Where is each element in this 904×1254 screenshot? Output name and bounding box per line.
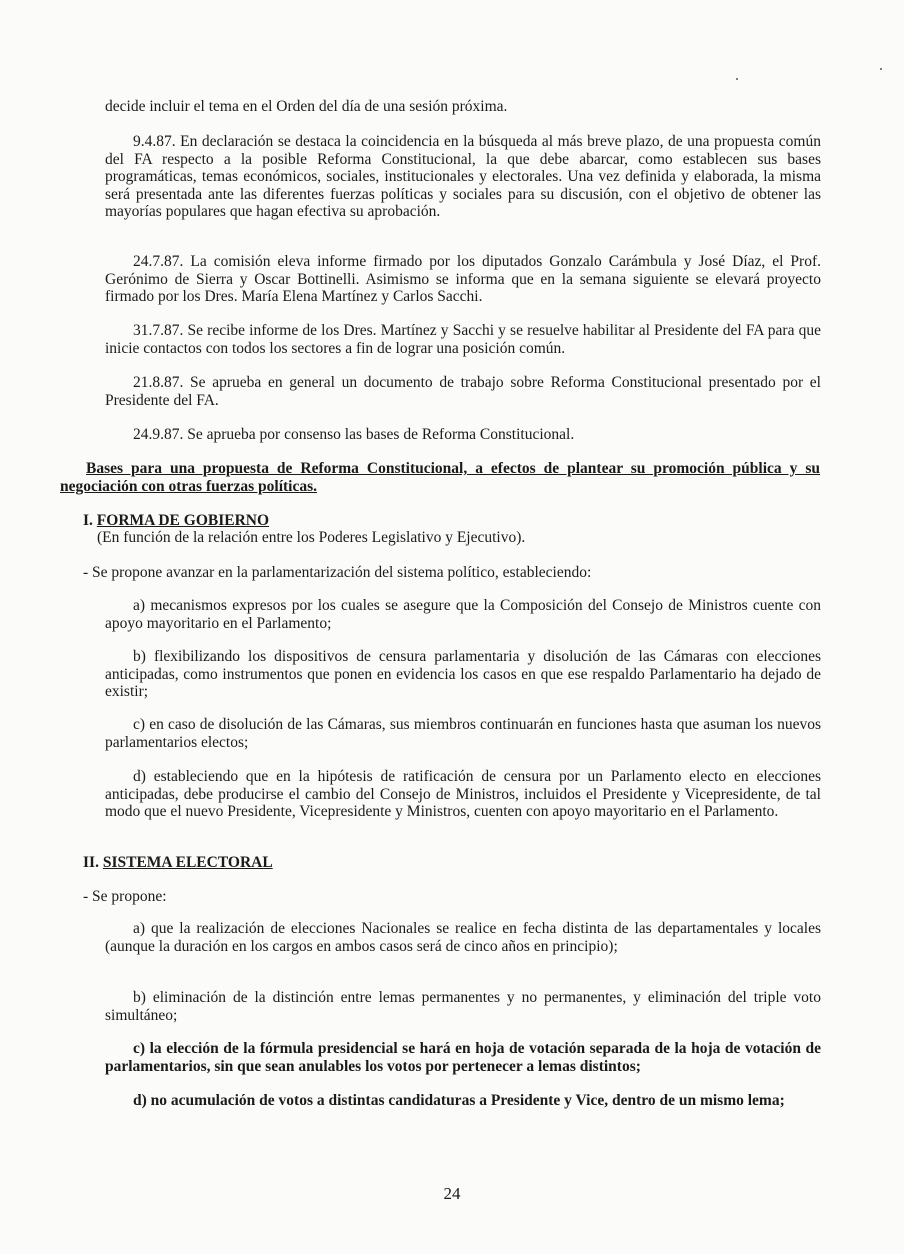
section-2-number: II. [83, 854, 99, 871]
section-1-item-d: d) estableciendo que en la hipótesis de ratificación de censura por un Parlamento electo en elecciones anticipadas, debe producirse el cambio del Consejo de Ministros, incluidos el Presidente y Vicepresidente, de tal modo que el nuevo Presidente, Vicepresidente y Ministros, cuenten con apoyo mayoritario en el Parlamento. [105, 768, 821, 820]
section-1-item-b: b) flexibilizando los dispositivos de censura parlamentaria y disolución de las Cámaras con elecciones anticipadas, como instrumentos que ponen en evidencia los casos en que ese respaldo Parlamentario ha dejado de existir; [105, 648, 821, 700]
scan-speck [736, 78, 738, 80]
section-1-title: FORMA DE GOBIERNO [96, 512, 270, 529]
section-1-item-c: c) en caso de disolución de las Cámaras, sus miembros continuarán en funciones hasta que asuman los nuevos parlamentarios electos; [105, 716, 821, 751]
section-2-item-d: d) no acumulación de votos a distintas candidaturas a Presidente y Vice, dentro de un mismo lema; [133, 1092, 785, 1109]
section-2-item-c: c) la elección de la fórmula presidencial se hará en hoja de votación separada de la hoja de votación de parlamentarios, sin que sean anulables los votos por pertenecer a lemas distintos; [105, 1040, 821, 1075]
bases-heading: Bases para una propuesta de Reforma Constitucional, a efectos de plantear su promoción pública y su negociación con otras fuerzas políticas. [60, 460, 820, 495]
paragraph-31-7-87: 31.7.87. Se recibe informe de los Dres. Martínez y Sacchi y se resuelve habilitar al Presidente del FA para que inicie contactos con todos los sectores a fin de lograr una posición común. [105, 322, 821, 357]
section-2-item-a: a) que la realización de elecciones Nacionales se realice en fecha distinta de las departamentales y locales (aunque la duración en los cargos en ambos casos será de cinco años en principio); [105, 920, 821, 955]
section-2-title: SISTEMA ELECTORAL [102, 854, 273, 871]
section-2-intro: - Se propone: [83, 888, 167, 905]
paragraph-intro: decide incluir el tema en el Orden del día de una sesión próxima. [105, 98, 508, 115]
scan-speck [880, 68, 882, 70]
paragraph-9-4-87: 9.4.87. En declaración se destaca la coincidencia en la búsqueda al más breve plazo, de una propuesta común del FA respecto a la posible Reforma Constitucional, la que debe abarcar, como establecen sus bases programáticas, temas económicos, sociales, institucionales y electorales. Una vez definida y elaborada, la misma será presentada ante las diferentes fuerzas políticas y sociales para su discusión, con el objetivo de obtener las mayorías populares que hagan efectiva su aprobación. [105, 133, 821, 220]
section-2-item-b: b) eliminación de la distinción entre lemas permanentes y no permanentes, y eliminación del triple voto simultáneo; [105, 989, 821, 1024]
paragraph-24-9-87: 24.9.87. Se aprueba por consenso las bases de Reforma Constitucional. [133, 426, 575, 443]
section-1-subtitle: (En función de la relación entre los Poderes Legislativo y Ejecutivo). [97, 529, 526, 546]
section-1-heading [83, 512, 269, 530]
paragraph-24-7-87: 24.7.87. La comisión eleva informe firmado por los diputados Gonzalo Carámbula y José Díaz, el Prof. Gerónimo de Sierra y Oscar Bottinelli. Asimismo se informa que en la semana siguiente se elevará proyecto firmado por los Dres. María Elena Martínez y Carlos Sacchi. [105, 253, 821, 305]
section-1-intro: - Se propone avanzar en la parlamentarización del sistema político, estableciendo: [83, 564, 592, 581]
section-2-heading [83, 854, 273, 872]
section-1-item-a: a) mecanismos expresos por los cuales se asegure que la Composición del Consejo de Ministros cuente con apoyo mayoritario en el Parlamento; [105, 597, 821, 632]
page-number: 24 [443, 1184, 461, 1203]
paragraph-21-8-87: 21.8.87. Se aprueba en general un documento de trabajo sobre Reforma Constitucional presentado por el Presidente del FA. [105, 374, 821, 409]
section-1-number: I. [83, 512, 93, 529]
